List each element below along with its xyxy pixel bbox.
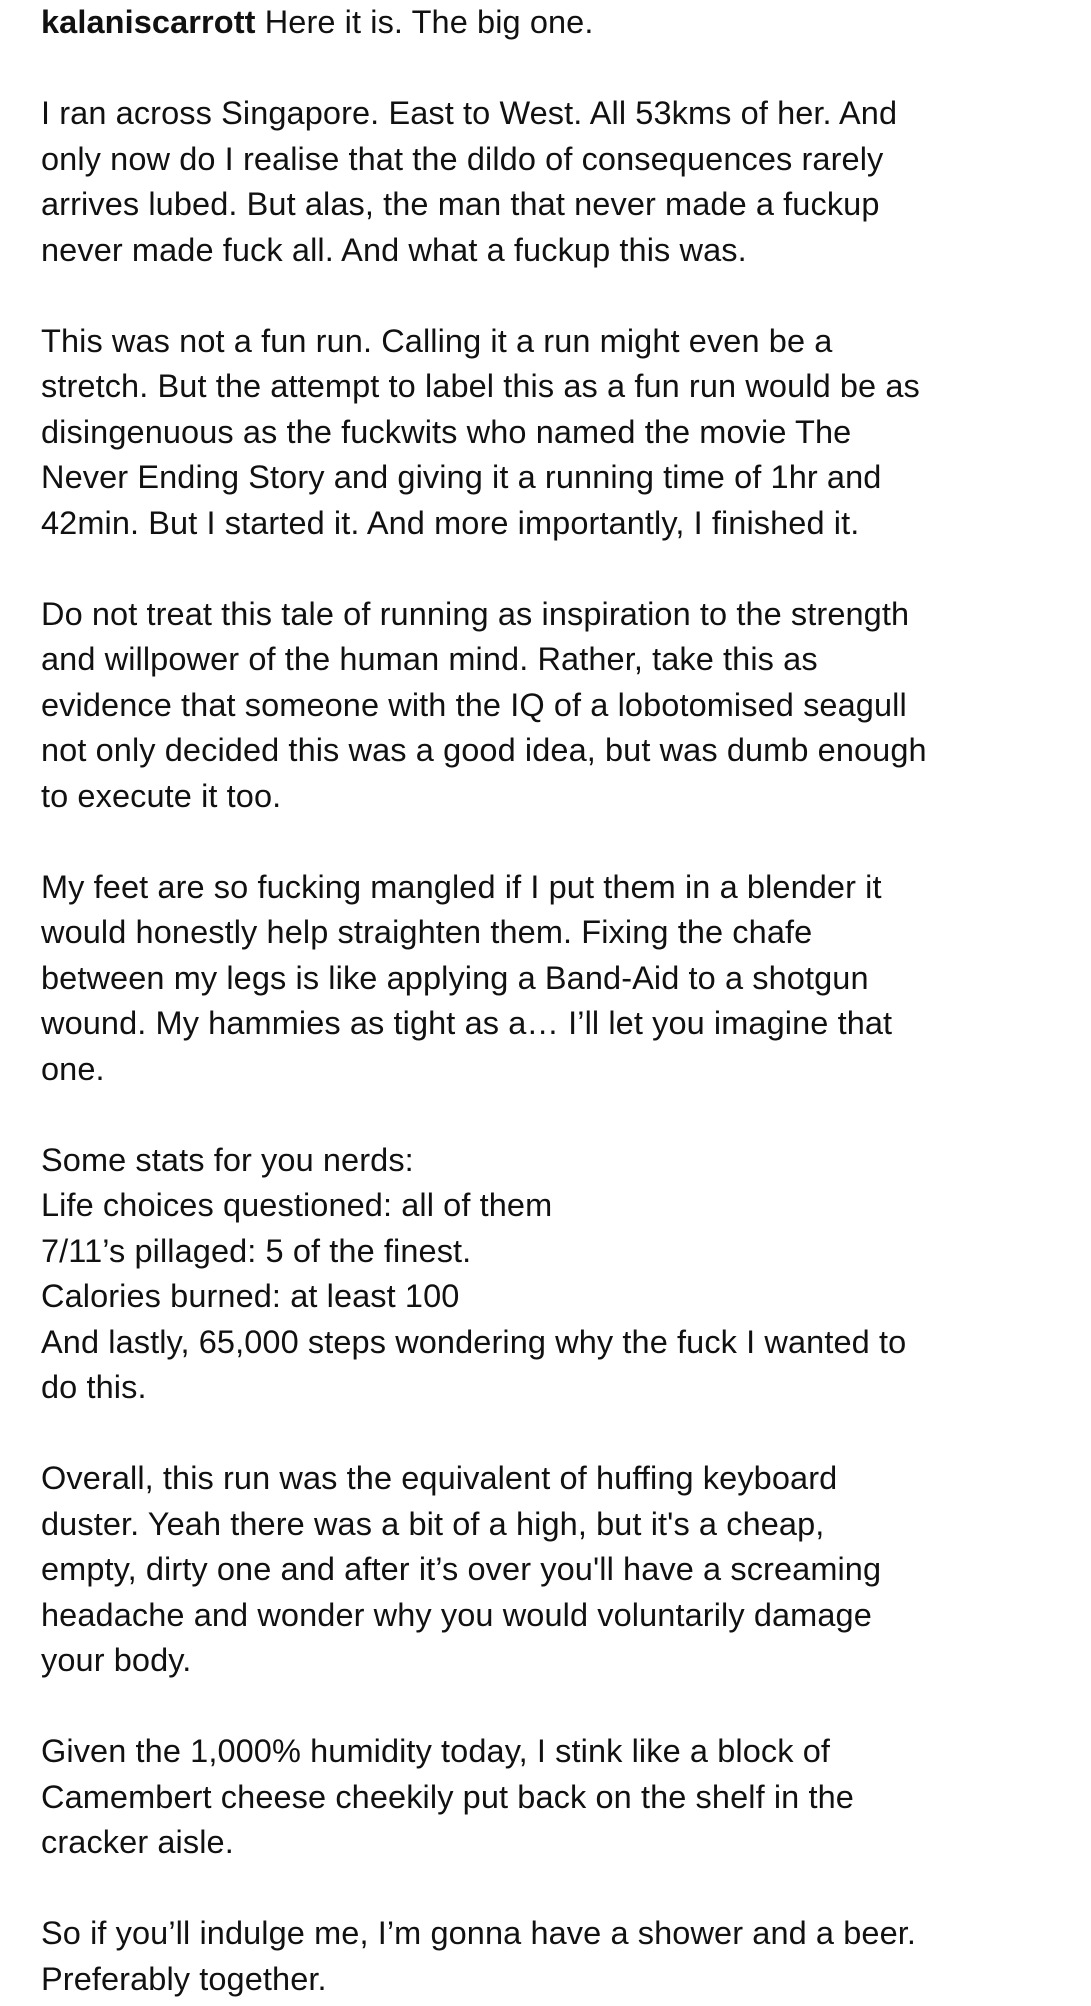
caption-line: 7/11’s pillaged: 5 of the finest. bbox=[41, 1232, 472, 1269]
caption-line: between my legs is like applying a Band-Aid to a shotgun bbox=[41, 959, 869, 996]
caption-line: I ran across Singapore. East to West. All 53kms of her. And bbox=[41, 95, 898, 131]
caption-paragraph-6 bbox=[41, 1456, 1061, 1684]
caption-line: Overall, this run was the equivalent of huffing keyboard bbox=[41, 1460, 838, 1496]
caption-paragraph-8 bbox=[41, 1911, 1061, 2002]
caption-line: one. bbox=[41, 1050, 105, 1087]
caption-line: your body. bbox=[41, 1642, 192, 1678]
caption-line: to execute it too. bbox=[41, 777, 282, 814]
caption-line: not only decided this was a good idea, but was dumb enough bbox=[41, 732, 927, 768]
caption-line: Never Ending Story and giving it a running time of 1hr and bbox=[41, 459, 882, 495]
caption-line: only now do I realise that the dildo of consequences rarely bbox=[41, 140, 884, 177]
caption-paragraph-3 bbox=[41, 592, 1061, 820]
caption-paragraph-4 bbox=[41, 865, 1061, 1093]
caption-line: wound. My hammies as tight as a… I’ll let you imagine that bbox=[41, 1005, 893, 1041]
caption-paragraph-5 bbox=[41, 1138, 1061, 1411]
caption-line: 42min. But I started it. And more importantly, I finished it. bbox=[41, 504, 860, 541]
caption-line: And lastly, 65,000 steps wondering why the fuck I wanted to bbox=[41, 1323, 907, 1360]
caption-line: Given the 1,000% humidity today, I stink like a block of bbox=[41, 1733, 831, 1769]
caption-line: stretch. But the attempt to label this as a fun run would be as bbox=[41, 368, 920, 404]
caption-line: never made fuck all. And what a fuckup this was. bbox=[41, 231, 747, 268]
caption-line: My feet are so fucking mangled if I put them in a blender it bbox=[41, 868, 882, 905]
caption-paragraph-2 bbox=[41, 319, 1061, 547]
caption-line: Preferably together. bbox=[41, 1960, 327, 1997]
caption-line: evidence that someone with the IQ of a lobotomised seagull bbox=[41, 686, 907, 723]
caption-line: Life choices questioned: all of them bbox=[41, 1187, 553, 1223]
caption-intro: Here it is. The big one. bbox=[264, 4, 594, 40]
caption-line: This was not a fun run. Calling it a run might even be a bbox=[41, 322, 833, 359]
caption-paragraph-1 bbox=[41, 91, 1061, 273]
caption-paragraph-7 bbox=[41, 1729, 1061, 1866]
caption-first-line bbox=[41, 0, 1061, 46]
caption-line: Calories burned: at least 100 bbox=[41, 1278, 460, 1314]
caption-line: headache and wonder why you would voluntarily damage bbox=[41, 1596, 872, 1633]
caption-line: Camembert cheese cheekily put back on the shelf in the bbox=[41, 1778, 854, 1815]
caption-line: and willpower of the human mind. Rather, take this as bbox=[41, 641, 818, 677]
caption-line: empty, dirty one and after it’s over you'll have a screaming bbox=[41, 1551, 882, 1587]
caption-line: arrives lubed. But alas, the man that never made a fuckup bbox=[41, 186, 880, 222]
caption-line: Some stats for you nerds: bbox=[41, 1141, 414, 1178]
post-caption bbox=[41, 0, 1061, 2002]
caption-line: duster. Yeah there was a bit of a high, but it's a cheap, bbox=[41, 1505, 825, 1542]
caption-line: cracker aisle. bbox=[41, 1824, 234, 1860]
caption-line: do this. bbox=[41, 1369, 147, 1405]
caption-line: would honestly help straighten them. Fixing the chafe bbox=[41, 914, 813, 950]
username-link[interactable]: kalaniscarrott bbox=[41, 4, 256, 40]
caption-line: Do not treat this tale of running as inspiration to the strength bbox=[41, 595, 910, 632]
caption-line: So if you’ll indulge me, I’m gonna have a shower and a beer. bbox=[41, 1915, 917, 1951]
caption-line: disingenuous as the fuckwits who named the movie The bbox=[41, 413, 852, 450]
